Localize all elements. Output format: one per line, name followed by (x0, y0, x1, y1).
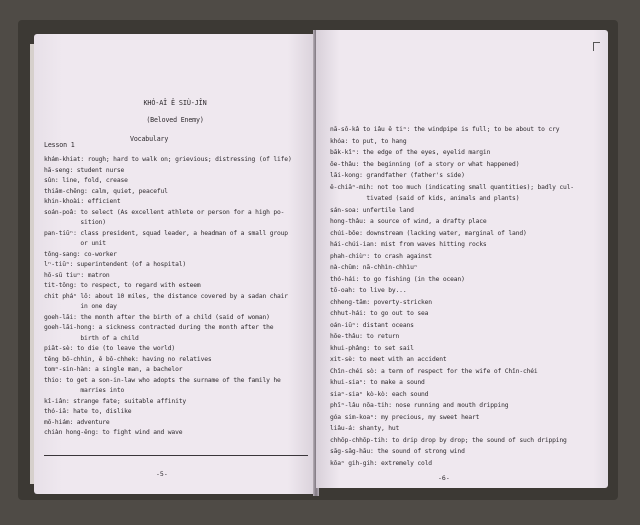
vocabulary-entry: thiām-chēng: calm, quiet, peaceful (44, 187, 168, 195)
left-page (34, 34, 316, 494)
vocabulary-entry: ōe-thâu: the beginning (of a story or what happened) (330, 160, 520, 168)
vocabulary-entry: marries into (44, 387, 125, 394)
vocabulary-entry: nà-chūm: nā-chhìn-chhìuⁿ (330, 264, 418, 271)
vocabulary-entry: kōaⁿ gih-gih: extremely cold (330, 459, 432, 467)
vocabulary-entry: goeh-lāi: the month after the birth of a child (said of woman) (44, 313, 270, 321)
vocabulary-entry: lⁿ-tiūⁿ: superintendent (of a hospital) (44, 261, 187, 268)
vocabulary-entry: tō-oah: to live by... (330, 287, 407, 294)
vocabulary-entry: in one day (44, 303, 117, 310)
vocabulary-entry: hong-thâu: a source of wind, a drafty place (330, 218, 487, 225)
vocabulary-entry: or unit (44, 240, 106, 247)
vocabulary-entry: thio: to get a son-in-law who adopts the surname of the family he (44, 376, 281, 384)
vocabulary-entry: mō-hiám: adventure (44, 418, 110, 426)
vocabulary-entry: xit-sè: to meet with an accident (330, 356, 447, 363)
vocabulary-entry: pan-tiūⁿ: class president, squad leader, a headman of a small group (44, 229, 288, 237)
vocabulary-entry: birth of a child (44, 334, 139, 342)
vocabulary-entry: khóa: to put, to hang (330, 137, 407, 145)
vocabulary-entry: tomⁿ-sin-hàn: a single man, a bachelor (44, 366, 183, 373)
vocabulary-entry: chúi-bōe: downstream (lacking water, marginal of land) (330, 229, 527, 237)
lesson-number: Lesson 1 (44, 141, 75, 149)
vocabulary-entry: Chîn-chéi sò: a term of respect for the wife of Chîn-chéi (330, 367, 538, 375)
vocabulary-entry: phīⁿ-lâu nōa-tih: nose running and mouth dripping (330, 402, 509, 409)
vocabulary-entry: têng bô-chhin, ê bô-chhek: having no relatives (44, 355, 212, 363)
vocabulary-entry: ê-chiāⁿ-mih: not too much (indicating small quantities); badly cul- (330, 183, 574, 191)
vocabulary-entry: sition) (44, 219, 106, 226)
vocabulary-entry: khám-khiat: rough; hard to walk on; grievious; distressing (of life) (44, 156, 292, 163)
vocabulary-entry: oán-iūⁿ: distant oceans (330, 321, 414, 329)
vocabulary-entry: goeh-lāi-hong: a sickness contracted during the month after the (44, 324, 274, 331)
vocabulary-heading: Vocabulary (130, 135, 169, 143)
vocabulary-entry: chit pháⁿ lō: about 10 miles, the distance covered by a sadan chair (44, 292, 288, 300)
vocabulary-entry: hō-sū tiuⁿ: matron (44, 271, 110, 279)
vocabulary-entry: tông-sang: co-worker (44, 250, 117, 258)
page-number: -5- (156, 470, 168, 478)
vocabulary-entry: hōe-thâu: to return (330, 333, 400, 340)
vocabulary-entry: bāk-kîⁿ: the edge of the eyes, eyelid margin (330, 149, 491, 156)
vocabulary-entry: siaⁿ-siaⁿ kò-kò: each sound (330, 390, 429, 398)
vocabulary-entry: soán-poâ: to select (As excellent athlete or person for a high po- (44, 208, 285, 216)
vocabulary-entry: liâu-á: shanty, hut (330, 425, 400, 432)
lesson-subtitle: (Beloved Enemy) (146, 116, 204, 124)
vocabulary-entry: thó-hái: to go fishing (in the ocean) (330, 275, 465, 283)
vocabulary-entry: tit-tōng: to respect, to regard with esteem (44, 282, 201, 289)
vocabulary-entry: khin-khoài: efficient (44, 198, 121, 205)
vocabulary-entry: lāi-kong: grandfather (father's side) (330, 172, 465, 179)
vocabulary-entry: chheng-tām: poverty-stricken (330, 298, 432, 306)
vocabulary-entry: khui-siaⁿ: to make a sound (330, 379, 425, 386)
right-page (316, 30, 608, 488)
vocabulary-entry: sán-soa: unfertile land (330, 206, 414, 214)
vocabulary-entry: tivated (said of kids, animals and plants) (330, 195, 520, 202)
page-number: -6- (438, 474, 450, 482)
corner-mark (593, 42, 600, 51)
vocabulary-entry: kî-iân: strange fate; suitable affinity (44, 397, 187, 405)
vocabulary-entry: chhōp-chhōp-tih: to drip drop by drop; the sound of such dripping (330, 436, 567, 444)
vocabulary-entry: hái-chúi-ian: mist from waves hitting rocks (330, 241, 487, 248)
vocabulary-entry: phah-chiùⁿ: to crash against (330, 252, 432, 260)
footer-rule (44, 455, 308, 456)
vocabulary-entry: chiàn hong-êng: to fight wind and wave (44, 429, 183, 436)
vocabulary-entry: hā-seng: student nurse (44, 166, 125, 174)
vocabulary-entry: khui-phâng: to set sail (330, 344, 414, 352)
vocabulary-entry: chhut-hái: to go out to sea (330, 310, 429, 317)
vocabulary-entry: nā-sǒ-kâ to iâu ê tiⁿ: the windpipe is full; to be about to cry (330, 126, 560, 133)
vocabulary-entry: sûn: line, fold, crease (44, 177, 128, 184)
vocabulary-entry: piāt-sè: to die (to leave the world) (44, 345, 176, 352)
vocabulary-entry: góa sim-koaⁿ: my precious, my sweet heart (330, 413, 480, 421)
lesson-title: KHÓ-AÎ Ê SIÙ-JÎN (143, 99, 207, 107)
vocabulary-entry: sāg-sāg-hāu: the sound of strong wind (330, 448, 465, 455)
vocabulary-entry: thó-iā: hate to, dislike (44, 408, 132, 415)
